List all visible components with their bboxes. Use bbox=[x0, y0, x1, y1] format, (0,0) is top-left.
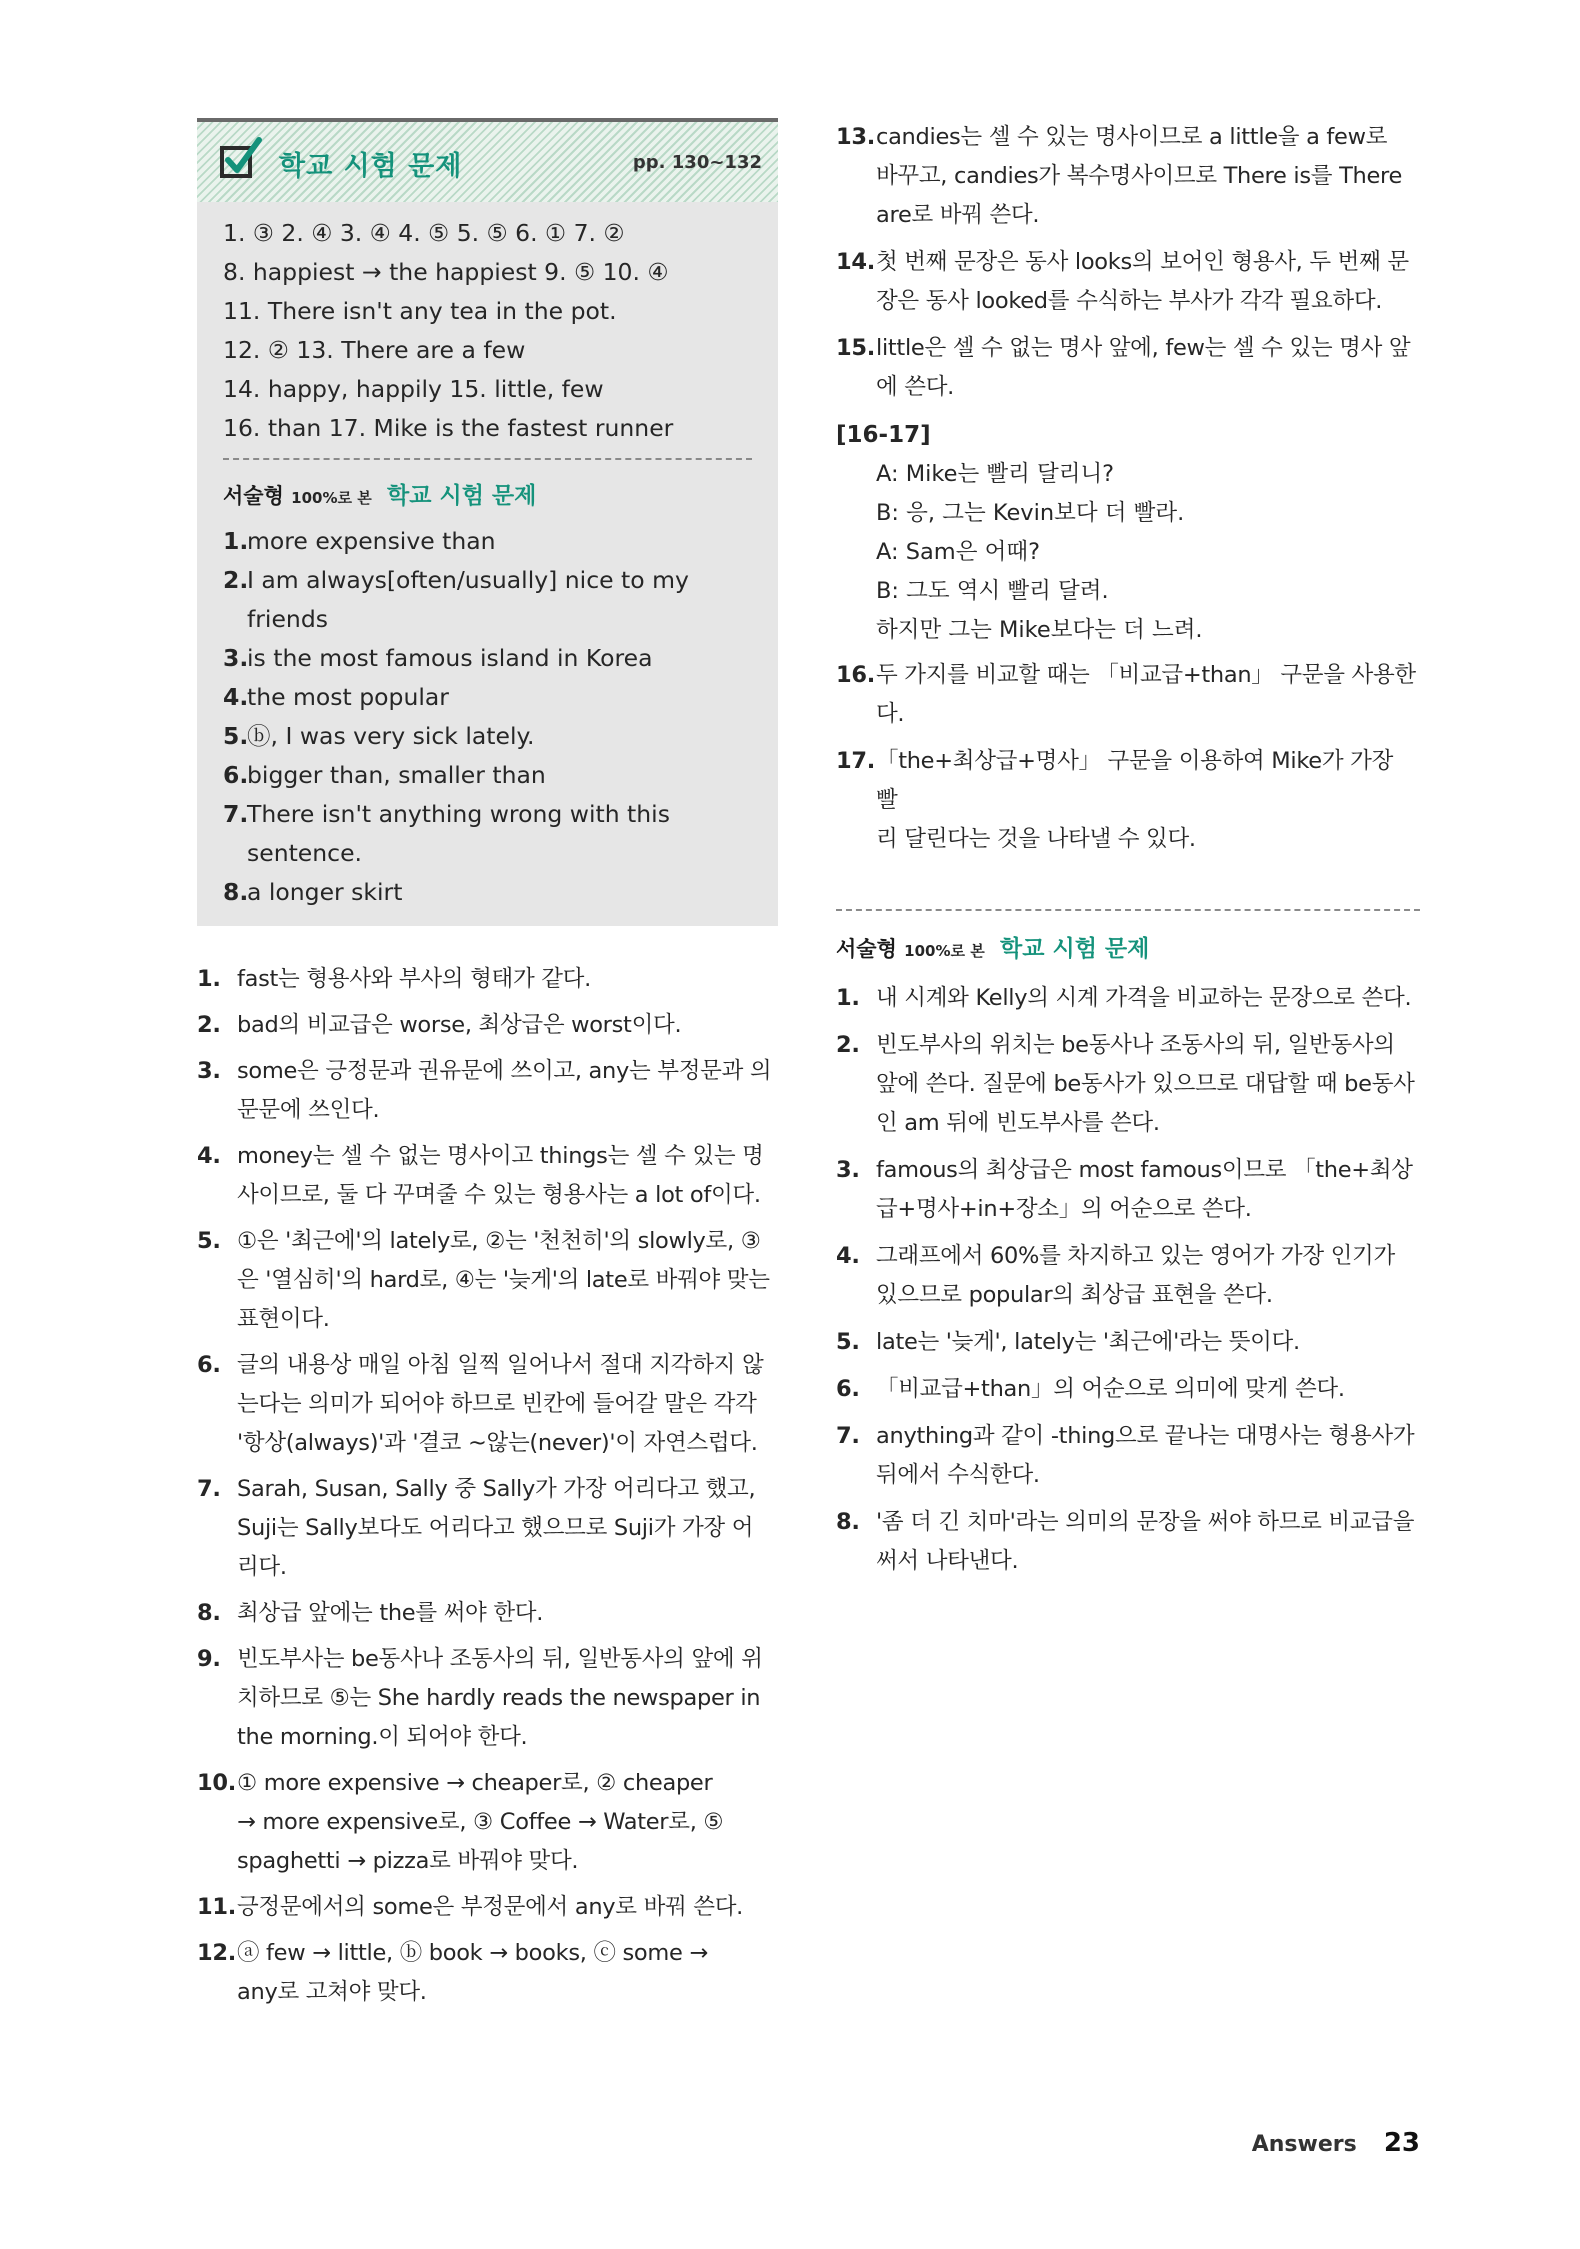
list-item bbox=[836, 1417, 1420, 1495]
item-text: some은 긍정문과 권유문에 쓰이고, any는 부정문과 의 문문에 쓰인다. bbox=[237, 1058, 772, 1123]
item-text: fast는 형용사와 부사의 형태가 같다. bbox=[237, 966, 591, 992]
item-text: 빈도부사는 be동사나 조동사의 뒤, 일반동사의 앞에 위 치하므로 ⑤는 She hardly reads the newspaper in the morning.이 되어야 한다. bbox=[237, 1646, 763, 1750]
answer-line: 11. There isn't any tea in the pot. bbox=[223, 297, 617, 325]
subheading-brand: 서술형 bbox=[223, 484, 284, 508]
list-item bbox=[197, 1470, 778, 1587]
list-item bbox=[197, 1006, 778, 1045]
answer-box bbox=[197, 118, 778, 926]
answer-line: 12. ② 13. There are a few bbox=[223, 336, 526, 364]
item-text: candies는 셀 수 있는 명사이므로 a little을 a few로 바꾸고, candies가 복수명사이므로 There is를 There are로 바꿔 쓴다. bbox=[876, 124, 1403, 228]
item-number: 1. bbox=[197, 966, 221, 992]
list-item bbox=[197, 1888, 778, 1927]
list-item bbox=[223, 678, 752, 717]
item-number: 3. bbox=[836, 1157, 860, 1183]
list-item bbox=[836, 656, 1420, 734]
writing-answer-list bbox=[223, 522, 752, 912]
item-number: 13. bbox=[836, 124, 875, 150]
list-item bbox=[836, 1370, 1420, 1409]
item-number: 7. bbox=[197, 1476, 221, 1502]
item-text: a longer skirt bbox=[247, 878, 403, 906]
list-item bbox=[836, 118, 1420, 235]
list-item bbox=[197, 960, 778, 999]
list-item bbox=[836, 1151, 1420, 1229]
answer-line: 8. happiest → the happiest 9. ⑤ 10. ④ bbox=[223, 258, 669, 286]
answer-box-header bbox=[197, 118, 778, 202]
item-text: the most popular bbox=[247, 683, 449, 711]
right-column bbox=[836, 118, 1420, 1589]
subheading-title: 학교 시험 문제 bbox=[1000, 936, 1150, 962]
item-text: Sarah, Susan, Sally 중 Sally가 가장 어리다고 했고, Suji는 Sally보다도 어리다고 했으므로 Suji가 가장 어 리다. bbox=[237, 1476, 756, 1580]
item-text: ⓑ, I was very sick lately. bbox=[247, 722, 535, 750]
list-item bbox=[223, 717, 752, 756]
item-text: 「비교급+than」의 어순으로 의미에 맞게 쓴다. bbox=[876, 1376, 1345, 1402]
list-item bbox=[223, 639, 752, 678]
list-item bbox=[836, 1026, 1420, 1143]
item-number: 7. bbox=[836, 1423, 860, 1449]
list-item bbox=[223, 795, 752, 873]
list-item bbox=[223, 561, 752, 639]
item-text: 최상급 앞에는 the를 써야 한다. bbox=[237, 1600, 544, 1626]
item-number: 9. bbox=[197, 1646, 221, 1672]
item-number: 16. bbox=[836, 662, 875, 688]
item-number: 8. bbox=[836, 1509, 860, 1535]
item-number: 17. bbox=[836, 748, 875, 774]
answer-line: 16. than 17. Mike is the fastest runner bbox=[223, 414, 674, 442]
item-number: 5. bbox=[197, 1228, 221, 1254]
item-text: anything과 같이 -thing으로 끝나는 대명사는 형용사가 뒤에서 수식한다. bbox=[876, 1423, 1415, 1488]
item-number: 2. bbox=[223, 566, 249, 594]
subheading-brand: 서술형 bbox=[836, 937, 897, 961]
list-item bbox=[197, 1137, 778, 1215]
list-item bbox=[223, 522, 752, 561]
list-item bbox=[836, 1323, 1420, 1362]
item-text: 첫 번째 문장은 동사 looks의 보어인 형용사, 두 번째 문 장은 동사 looked를 수식하는 부사가 각각 필요하다. bbox=[876, 249, 1409, 314]
item-number: 6. bbox=[836, 1376, 860, 1402]
item-number: 15. bbox=[836, 335, 875, 361]
list-item bbox=[836, 979, 1420, 1018]
item-number: 6. bbox=[197, 1352, 221, 1378]
list-item bbox=[836, 329, 1420, 407]
explanation-list-right-top bbox=[836, 118, 1420, 407]
list-item bbox=[197, 1934, 778, 2012]
subheading-mid: 100%로 본 bbox=[291, 489, 372, 507]
item-text: 글의 내용상 매일 아침 일찍 일어나서 절대 지각하지 않 는다는 의미가 되어야 하므로 빈칸에 들어갈 말은 각각 '항상(always)'과 '결코 ~않는(never)'이 자연스럽다. bbox=[237, 1352, 764, 1456]
list-item bbox=[836, 742, 1420, 859]
box-title: 학교 시험 문제 bbox=[279, 151, 463, 182]
item-number: 10. bbox=[197, 1770, 236, 1796]
item-text: ⓐ few → little, ⓑ book → books, ⓒ some → any로 고쳐야 맞다. bbox=[237, 1940, 708, 2005]
explanation-list-right-writing bbox=[836, 979, 1420, 1581]
item-text: money는 셀 수 없는 명사이고 things는 셀 수 있는 명 사이므로, 둘 다 꾸며줄 수 있는 형용사는 a lot of이다. bbox=[237, 1143, 764, 1208]
list-item bbox=[197, 1594, 778, 1633]
item-text: 내 시계와 Kelly의 시계 가격을 비교하는 문장으로 쓴다. bbox=[876, 985, 1412, 1011]
list-item bbox=[836, 243, 1420, 321]
left-column bbox=[197, 118, 778, 2019]
footer-label: Answers bbox=[1251, 2132, 1357, 2157]
explanation-list-right-mid bbox=[836, 656, 1420, 859]
list-item bbox=[197, 1052, 778, 1130]
list-item bbox=[197, 1222, 778, 1339]
list-item bbox=[197, 1346, 778, 1463]
item-number: 7. bbox=[223, 800, 249, 828]
list-item bbox=[223, 756, 752, 795]
item-number: 12. bbox=[197, 1940, 236, 1966]
item-text: is the most famous island in Korea bbox=[247, 644, 653, 672]
list-item bbox=[223, 873, 752, 912]
item-number: 2. bbox=[836, 1032, 860, 1058]
checkbox-icon bbox=[219, 136, 263, 182]
answer-line: 1. ③ 2. ④ 3. ④ 4. ⑤ 5. ⑤ 6. ① 7. ② bbox=[223, 219, 625, 247]
explanation-list-left bbox=[197, 960, 778, 2012]
writing-subheading bbox=[223, 474, 752, 520]
item-text: late는 '늦게', lately는 '최근에'라는 뜻이다. bbox=[876, 1329, 1300, 1355]
item-text: little은 셀 수 없는 명사 앞에, few는 셀 수 있는 명사 앞 에 쓴다. bbox=[876, 335, 1411, 400]
page-footer bbox=[1252, 2128, 1420, 2158]
item-text: more expensive than bbox=[247, 527, 496, 555]
dialogue-block bbox=[836, 415, 1420, 650]
subheading-mid: 100%로 본 bbox=[904, 942, 985, 960]
item-number: 4. bbox=[223, 683, 249, 711]
list-item bbox=[197, 1640, 778, 1757]
dialogue-lines: A: Mike는 빨리 달리니? B: 응, 그는 Kevin보다 더 빨라. A: Sam은 어때? B: 그도 역시 빨리 달려. 하지만 그는 Mike보다는 더 느려. bbox=[876, 461, 1203, 643]
right-writing-subheading bbox=[836, 927, 1420, 973]
item-number: 2. bbox=[197, 1012, 221, 1038]
item-number: 3. bbox=[197, 1058, 221, 1084]
item-number: 6. bbox=[223, 761, 249, 789]
subheading-title: 학교 시험 문제 bbox=[387, 483, 537, 509]
item-number: 4. bbox=[197, 1143, 221, 1169]
page-range: pp. 130~132 bbox=[632, 152, 762, 173]
item-number: 14. bbox=[836, 249, 875, 275]
answer-box-body bbox=[197, 202, 778, 926]
item-text: I am always[often/usually] nice to my friends bbox=[247, 566, 689, 633]
item-number: 3. bbox=[223, 644, 249, 672]
item-number: 8. bbox=[223, 878, 249, 906]
item-number: 1. bbox=[836, 985, 860, 1011]
item-number: 11. bbox=[197, 1894, 236, 1920]
item-text: ① more expensive → cheaper로, ② cheaper → more expensive로, ③ Coffee → Water로, ⑤ spaghetti → pizza로 바꿔야 맞다. bbox=[237, 1770, 724, 1874]
item-text: 긍정문에서의 some은 부정문에서 any로 바꿔 쓴다. bbox=[237, 1894, 744, 1920]
item-number: 4. bbox=[836, 1243, 860, 1269]
list-item bbox=[197, 1764, 778, 1881]
item-text: '좀 더 긴 치마'라는 의미의 문장을 써야 하므로 비교급을 써서 나타낸다. bbox=[876, 1509, 1415, 1574]
item-number: 8. bbox=[197, 1600, 221, 1626]
item-text: There isn't anything wrong with this sentence. bbox=[247, 800, 670, 867]
item-text: 빈도부사의 위치는 be동사나 조동사의 뒤, 일반동사의 앞에 쓴다. 질문에 be동사가 있으므로 대답할 때 be동사 인 am 뒤에 빈도부사를 쓴다. bbox=[876, 1032, 1415, 1136]
page-number: 23 bbox=[1383, 2128, 1420, 2158]
item-text: 「the+최상급+명사」 구문을 이용하여 Mike가 가장 빨 리 달린다는 것을 나타낼 수 있다. bbox=[876, 748, 1393, 852]
item-text: bigger than, smaller than bbox=[247, 761, 546, 789]
item-text: 그래프에서 60%를 차지하고 있는 영어가 가장 인기가 있으므로 popular의 최상급 표현을 쓴다. bbox=[876, 1243, 1395, 1308]
item-text: bad의 비교급은 worse, 최상급은 worst이다. bbox=[237, 1012, 682, 1038]
dialogue-heading: [16-17] bbox=[836, 422, 931, 448]
item-number: 5. bbox=[223, 722, 249, 750]
item-text: ①은 '최근에'의 lately로, ②는 '천천히'의 slowly로, ③ 은 '열심히'의 hard로, ④는 '늦게'의 late로 바꿔야 맞는 표현이다. bbox=[237, 1228, 770, 1332]
item-text: 두 가지를 비교할 때는 「비교급+than」 구문을 사용한 다. bbox=[876, 662, 1416, 727]
list-item bbox=[836, 1503, 1420, 1581]
item-text: famous의 최상급은 most famous이므로 「the+최상 급+명사+in+장소」의 어순으로 쓴다. bbox=[876, 1157, 1413, 1222]
list-item bbox=[836, 1237, 1420, 1315]
dashed-divider-right bbox=[836, 909, 1420, 911]
dashed-divider bbox=[223, 458, 752, 460]
item-number: 1. bbox=[223, 527, 249, 555]
answer-line: 14. happy, happily 15. little, few bbox=[223, 375, 604, 403]
answer-key bbox=[223, 214, 752, 448]
item-number: 5. bbox=[836, 1329, 860, 1355]
